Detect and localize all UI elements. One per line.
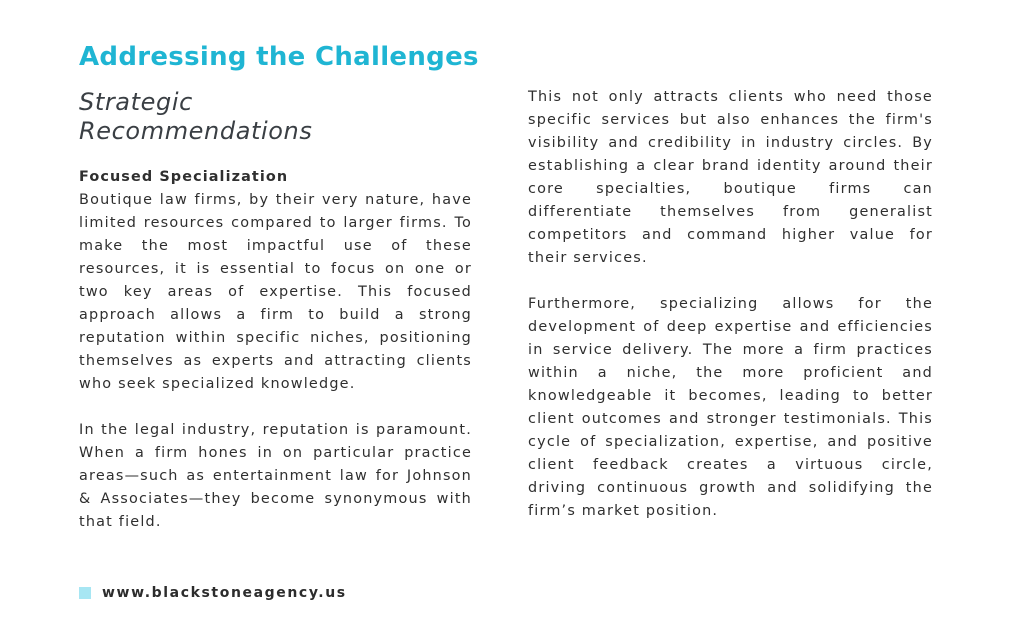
left-paragraph-2: In the legal industry, reputation is paramount. When a firm hones in on particular practice areas—such as entertainment law for Johnson & Associates—they become synonymous with that field. (79, 422, 472, 530)
right-paragraph-2: Furthermore, specializing allows for the development of deep expertise and efficiencies in service delivery. The more a firm practices within a niche, the more proficient and knowledgeable it becomes, leading to better client outcomes and stronger testimonials. This cycle of specialization, expertise, and positive client feedback creates a virtuous circle, driving continuous growth and solidifying the firm’s market position. (528, 296, 933, 519)
section-heading: Focused Specialization (79, 169, 289, 185)
page-subtitle: Strategic Recommendations (79, 88, 313, 145)
footer-square-icon (79, 587, 91, 599)
footer (79, 585, 347, 601)
left-paragraph-1: Boutique law firms, by their very nature, have limited resources compared to larger firms. To make the most impactful use of these resources, it is essential to focus on one or two key areas of expertise. This focused approach allows a firm to build a strong reputation within specific niches, positioning themselves as experts and attracting clients who seek specialized knowledge. (79, 192, 472, 392)
page-title: Addressing the Challenges (79, 42, 479, 72)
left-column (79, 166, 472, 534)
right-column (528, 86, 933, 523)
right-paragraph-1: This not only attracts clients who need those specific services but also enhances the firm's visibility and credibility in industry circles. By establishing a clear brand identity around their core specialties, boutique firms can differentiate themselves from generalist competitors and command higher value for their services. (528, 89, 933, 266)
footer-website-link[interactable]: www.blackstoneagency.us (102, 585, 347, 601)
